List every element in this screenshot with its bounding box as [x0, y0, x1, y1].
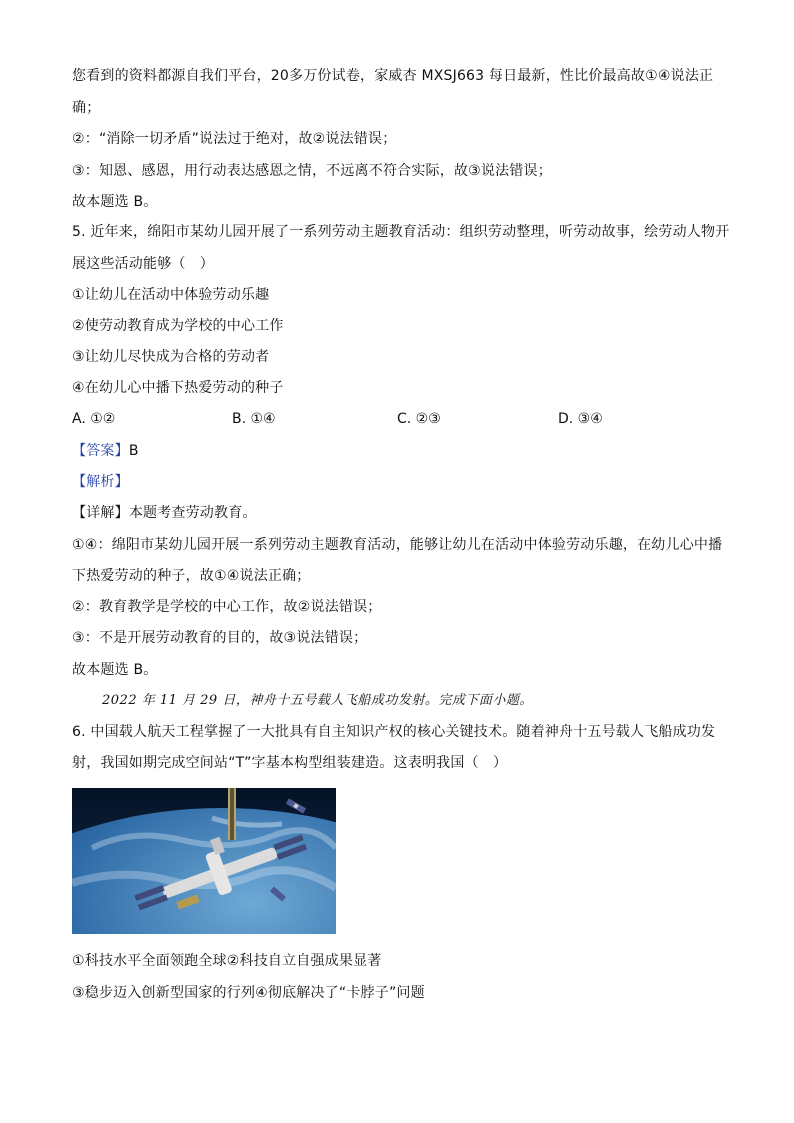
- paragraph-line: 确；: [72, 100, 101, 116]
- space-station-photo: [72, 788, 336, 934]
- answer-value: B: [128, 443, 139, 459]
- detail-line: [72, 503, 257, 523]
- paragraph-line: ③：知恩、感恩，用行动表达感恩之情，不远离不符合实际，故③说法错误；: [72, 163, 552, 179]
- option-d: D. ③④: [558, 411, 603, 427]
- paragraph-line: ②：“消除一切矛盾”说法过于绝对，故②说法错误；: [72, 131, 397, 147]
- question-5-statement: ①让幼儿在活动中体验劳动乐趣: [72, 287, 270, 303]
- option-a: A. ①②: [72, 411, 116, 427]
- question-6-stem: 射，我国如期完成空间站“T”字基本构型组装建造。这表明我国（ ）: [72, 755, 508, 771]
- detail-tag: 【详解】: [72, 505, 129, 521]
- analysis-tag: 【解析】: [72, 474, 129, 490]
- question-5-stem: 展这些活动能够（ ）: [72, 256, 214, 272]
- question-5-options: [72, 409, 722, 429]
- material-intro: 2022 年 11 月 29 日，神舟十五号载人飞船成功发射。完成下面小题。: [102, 693, 533, 708]
- explanation-line: 下热爱劳动的种子，故①④说法正确；: [72, 568, 311, 584]
- explanation-line: ①④：绵阳市某幼儿园开展一系列劳动主题教育活动，能够让幼儿在活动中体验劳动乐趣，在幼儿心中播: [72, 537, 723, 553]
- question-5-statement: ③让幼儿尽快成为合格的劳动者: [72, 349, 270, 365]
- question-6-option-line: ③稳步迈入创新型国家的行列④彻底解决了“卡脖子”问题: [72, 985, 425, 1001]
- detail-text: 本题考查劳动教育。: [128, 505, 257, 521]
- answer-line: [72, 441, 139, 461]
- answer-tag: 【答案】: [72, 443, 129, 459]
- paragraph-line: 故本题选 B。: [72, 194, 158, 210]
- option-c: C. ②③: [397, 411, 441, 427]
- explanation-line: ②：教育教学是学校的中心工作，故②说法错误；: [72, 599, 382, 615]
- question-6-option-line: ①科技水平全面领跑全球②科技自立自强成果显著: [72, 953, 382, 969]
- paragraph-line: 您看到的资料都源自我们平台，20多万份试卷，家威杏 MXSJ663 每日最新，性比价最高故①④说法正: [72, 68, 714, 84]
- analysis-line: [72, 472, 129, 492]
- option-b: B. ①④: [232, 411, 276, 427]
- question-5-statement: ②使劳动教育成为学校的中心工作: [72, 318, 284, 334]
- question-5-statement: ④在幼儿心中播下热爱劳动的种子: [72, 380, 284, 396]
- question-6-stem: 6. 中国载人航天工程掌握了一大批具有自主知识产权的核心关键技术。随着神舟十五号载人飞船成功发: [72, 724, 716, 740]
- explanation-line: 故本题选 B。: [72, 662, 158, 678]
- question-5-stem: 5. 近年来，绵阳市某幼儿园开展了一系列劳动主题教育活动：组织劳动整理，听劳动故事，绘劳动人物开: [72, 224, 730, 240]
- explanation-line: ③：不是开展劳动教育的目的，故③说法错误；: [72, 630, 368, 646]
